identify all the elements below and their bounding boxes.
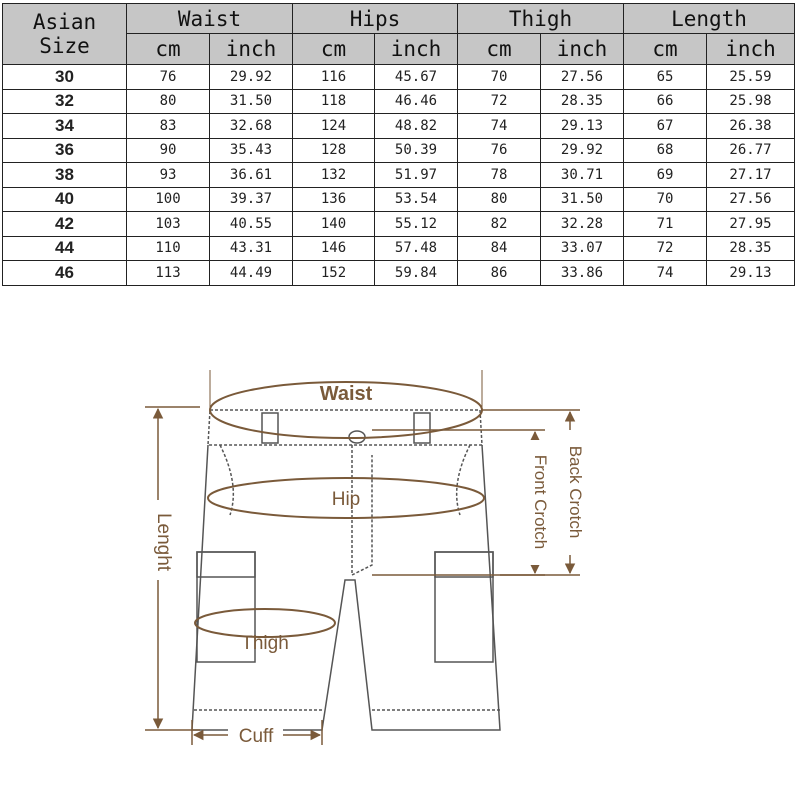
table-cell: 110 bbox=[127, 236, 210, 261]
asian-size-header-line1: Asian bbox=[32, 10, 97, 34]
table-cell: 28.35 bbox=[707, 236, 795, 261]
table-cell: 90 bbox=[127, 138, 210, 163]
table-cell: 76 bbox=[127, 65, 210, 90]
table-cell: 80 bbox=[127, 89, 210, 114]
unit-header-length-cm: cm bbox=[624, 34, 707, 65]
table-cell: 40.55 bbox=[210, 212, 293, 237]
table-cell: 136 bbox=[293, 187, 375, 212]
table-cell: 50.39 bbox=[375, 138, 458, 163]
table-cell: 25.59 bbox=[707, 65, 795, 90]
unit-header-thigh-inch: inch bbox=[541, 34, 624, 65]
unit-header-waist-cm: cm bbox=[127, 34, 210, 65]
table-row bbox=[3, 114, 795, 139]
table-cell: 65 bbox=[624, 65, 707, 90]
table-cell: 128 bbox=[293, 138, 375, 163]
table-cell: 124 bbox=[293, 114, 375, 139]
waist-label: Waist bbox=[319, 383, 373, 405]
table-cell: 83 bbox=[127, 114, 210, 139]
size-cell: 46 bbox=[3, 261, 127, 286]
table-cell: 27.95 bbox=[707, 212, 795, 237]
table-row bbox=[3, 65, 795, 90]
shorts-illustration bbox=[192, 410, 500, 730]
table-cell: 71 bbox=[624, 212, 707, 237]
size-cell: 38 bbox=[3, 163, 127, 188]
table-cell: 29.13 bbox=[707, 261, 795, 286]
unit-header-thigh-cm: cm bbox=[458, 34, 541, 65]
table-cell: 33.07 bbox=[541, 236, 624, 261]
front-crotch-label: Front Crotch bbox=[531, 454, 550, 550]
table-cell: 72 bbox=[624, 236, 707, 261]
table-cell: 29.92 bbox=[210, 65, 293, 90]
table-cell: 26.77 bbox=[707, 138, 795, 163]
shorts-measurement-diagram bbox=[0, 305, 800, 800]
table-cell: 118 bbox=[293, 89, 375, 114]
table-row bbox=[3, 261, 795, 286]
table-cell: 46.46 bbox=[375, 89, 458, 114]
table-cell: 78 bbox=[458, 163, 541, 188]
table-cell: 36.61 bbox=[210, 163, 293, 188]
thigh-header: Thigh bbox=[458, 4, 624, 34]
table-cell: 74 bbox=[458, 114, 541, 139]
table-cell: 35.43 bbox=[210, 138, 293, 163]
size-cell: 36 bbox=[3, 138, 127, 163]
table-row bbox=[3, 236, 795, 261]
size-cell: 40 bbox=[3, 187, 127, 212]
table-cell: 25.98 bbox=[707, 89, 795, 114]
table-row bbox=[3, 89, 795, 114]
table-row bbox=[3, 187, 795, 212]
size-cell: 34 bbox=[3, 114, 127, 139]
table-cell: 29.92 bbox=[541, 138, 624, 163]
table-cell: 67 bbox=[624, 114, 707, 139]
waist-header: Waist bbox=[127, 4, 293, 34]
table-cell: 53.54 bbox=[375, 187, 458, 212]
table-cell: 74 bbox=[624, 261, 707, 286]
length-label: Lenght bbox=[153, 512, 174, 572]
cuff-label: Cuff bbox=[238, 726, 274, 747]
unit-header-waist-inch: inch bbox=[210, 34, 293, 65]
table-cell: 66 bbox=[624, 89, 707, 114]
table-cell: 33.86 bbox=[541, 261, 624, 286]
table-cell: 32.28 bbox=[541, 212, 624, 237]
table-cell: 31.50 bbox=[541, 187, 624, 212]
table-row bbox=[3, 212, 795, 237]
length-header: Length bbox=[624, 4, 795, 34]
table-cell: 70 bbox=[458, 65, 541, 90]
table-cell: 39.37 bbox=[210, 187, 293, 212]
hip-label: Hip bbox=[331, 489, 361, 510]
size-cell: 44 bbox=[3, 236, 127, 261]
table-cell: 55.12 bbox=[375, 212, 458, 237]
table-cell: 113 bbox=[127, 261, 210, 286]
table-cell: 70 bbox=[624, 187, 707, 212]
table-cell: 28.35 bbox=[541, 89, 624, 114]
table-cell: 27.56 bbox=[541, 65, 624, 90]
table-cell: 44.49 bbox=[210, 261, 293, 286]
size-cell: 42 bbox=[3, 212, 127, 237]
asian-size-header bbox=[3, 4, 127, 65]
table-cell: 43.31 bbox=[210, 236, 293, 261]
table-cell: 27.17 bbox=[707, 163, 795, 188]
table-cell: 152 bbox=[293, 261, 375, 286]
table-cell: 80 bbox=[458, 187, 541, 212]
table-cell: 100 bbox=[127, 187, 210, 212]
table-cell: 26.38 bbox=[707, 114, 795, 139]
table-cell: 116 bbox=[293, 65, 375, 90]
table-cell: 51.97 bbox=[375, 163, 458, 188]
table-cell: 146 bbox=[293, 236, 375, 261]
unit-header-hips-inch: inch bbox=[375, 34, 458, 65]
table-cell: 45.67 bbox=[375, 65, 458, 90]
hips-header: Hips bbox=[293, 4, 458, 34]
table-cell: 59.84 bbox=[375, 261, 458, 286]
table-cell: 69 bbox=[624, 163, 707, 188]
table-cell: 31.50 bbox=[210, 89, 293, 114]
front-crotch-measure bbox=[372, 430, 545, 575]
unit-header-hips-cm: cm bbox=[293, 34, 375, 65]
table-cell: 48.82 bbox=[375, 114, 458, 139]
back-crotch-label: Back Crotch bbox=[566, 445, 585, 539]
table-cell: 30.71 bbox=[541, 163, 624, 188]
asian-size-header-line2: Size bbox=[39, 34, 90, 58]
size-chart-table bbox=[2, 3, 795, 286]
size-cell: 32 bbox=[3, 89, 127, 114]
table-cell: 29.13 bbox=[541, 114, 624, 139]
table-row bbox=[3, 163, 795, 188]
table-cell: 86 bbox=[458, 261, 541, 286]
table-cell: 103 bbox=[127, 212, 210, 237]
table-cell: 140 bbox=[293, 212, 375, 237]
unit-header-length-inch: inch bbox=[707, 34, 795, 65]
table-cell: 93 bbox=[127, 163, 210, 188]
table-cell: 68 bbox=[624, 138, 707, 163]
size-table-body bbox=[3, 65, 795, 286]
table-cell: 32.68 bbox=[210, 114, 293, 139]
table-cell: 82 bbox=[458, 212, 541, 237]
table-cell: 84 bbox=[458, 236, 541, 261]
size-cell: 30 bbox=[3, 65, 127, 90]
table-cell: 76 bbox=[458, 138, 541, 163]
table-cell: 57.48 bbox=[375, 236, 458, 261]
table-cell: 72 bbox=[458, 89, 541, 114]
table-cell: 27.56 bbox=[707, 187, 795, 212]
table-row bbox=[3, 138, 795, 163]
table-cell: 132 bbox=[293, 163, 375, 188]
thigh-label: Thigh bbox=[241, 633, 289, 654]
